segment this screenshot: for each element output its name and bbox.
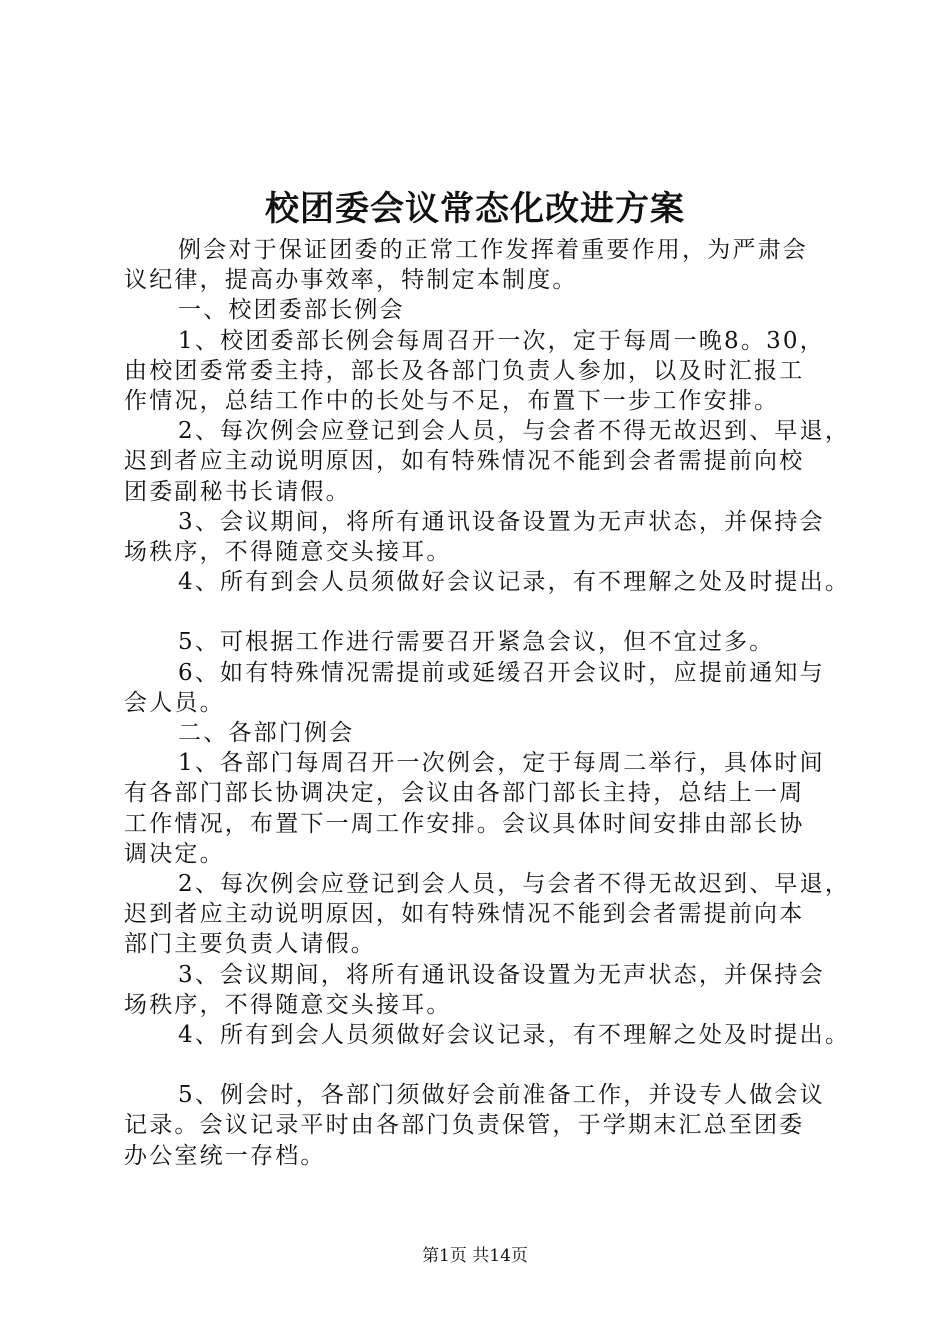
paragraph-line: 记录。会议记录平时由各部门负责保管，于学期末汇总至团委 <box>124 1112 805 1139</box>
paragraph-line: 5、例会时，各部门须做好会前准备工作，并设专人做会议 <box>178 1082 825 1109</box>
paragraph-line: 迟到者应主动说明原因，如有特殊情况不能到会者需提前向校 <box>124 448 805 475</box>
document-title: 校团委会议常态化改进方案 <box>265 189 685 229</box>
paragraph-line: 由校团委常委主持，部长及各部门负责人参加，以及时汇报工 <box>124 357 805 384</box>
paragraph-line: 4、所有到会人员须做好会议记录，有不理解之处及时提出。 <box>178 569 851 596</box>
document-body <box>124 235 864 1171</box>
paragraph-line: 场秩序，不得随意交头接耳。 <box>124 538 452 565</box>
paragraph-line: 3、会议期间，将所有通讯设备设置为无声状态，并保持会 <box>178 961 825 988</box>
paragraph-line: 2、每次例会应登记到会人员，与会者不得无故迟到、早退， <box>178 418 851 445</box>
paragraph-line: 作情况，总结工作中的长处与不足，布置下一步工作安排。 <box>124 387 780 414</box>
paragraph-line: 会人员。 <box>124 689 225 716</box>
paragraph-line: 办公室统一存档。 <box>124 1142 326 1169</box>
paragraph-line: 4、所有到会人员须做好会议记录，有不理解之处及时提出。 <box>178 1021 851 1048</box>
paragraph-line: 场秩序，不得随意交头接耳。 <box>124 991 452 1018</box>
paragraph-line: 5、可根据工作进行需要召开紧急会议，但不宜过多。 <box>178 629 775 656</box>
paragraph-line: 工作情况，布置下一周工作安排。会议具体时间安排由部长协 <box>124 810 805 837</box>
paragraph-line: 2、每次例会应登记到会人员，与会者不得无故迟到、早退， <box>178 870 851 897</box>
paragraph-line: 有各部门部长协调决定，会议由各部门部长主持，总结上一周 <box>124 780 805 807</box>
section-heading: 二、各部门例会 <box>178 720 355 746</box>
blank-line <box>124 1050 864 1080</box>
paragraph-line: 调决定。 <box>124 840 225 867</box>
paragraph-line: 6、如有特殊情况需提前或延缓召开会议时，应提前通知与 <box>178 659 825 686</box>
paragraph-line: 迟到者应主动说明原因，如有特殊情况不能到会者需提前向本 <box>124 901 805 928</box>
paragraph-line: 团委副秘书长请假。 <box>124 478 351 505</box>
paragraph-line: 1、各部门每周召开一次例会，定于每周二举行，具体时间 <box>178 750 825 777</box>
section-heading: 一、校团委部长例会 <box>178 297 405 324</box>
paragraph-line: 1、校团委部长例会每周召开一次，定于每周一晚8。30， <box>178 327 825 354</box>
paragraph-line: 3、会议期间，将所有通讯设备设置为无声状态，并保持会 <box>178 508 825 535</box>
blank-line <box>124 597 864 627</box>
page-footer: 第1页 共14页 <box>422 1246 528 1266</box>
paragraph-line: 部门主要负责人请假。 <box>124 931 376 958</box>
paragraph-line: 议纪律，提高办事效率，特制定本制度。 <box>124 267 578 294</box>
paragraph-line: 例会对于保证团委的正常工作发挥着重要作用，为严肃会 <box>178 237 808 263</box>
